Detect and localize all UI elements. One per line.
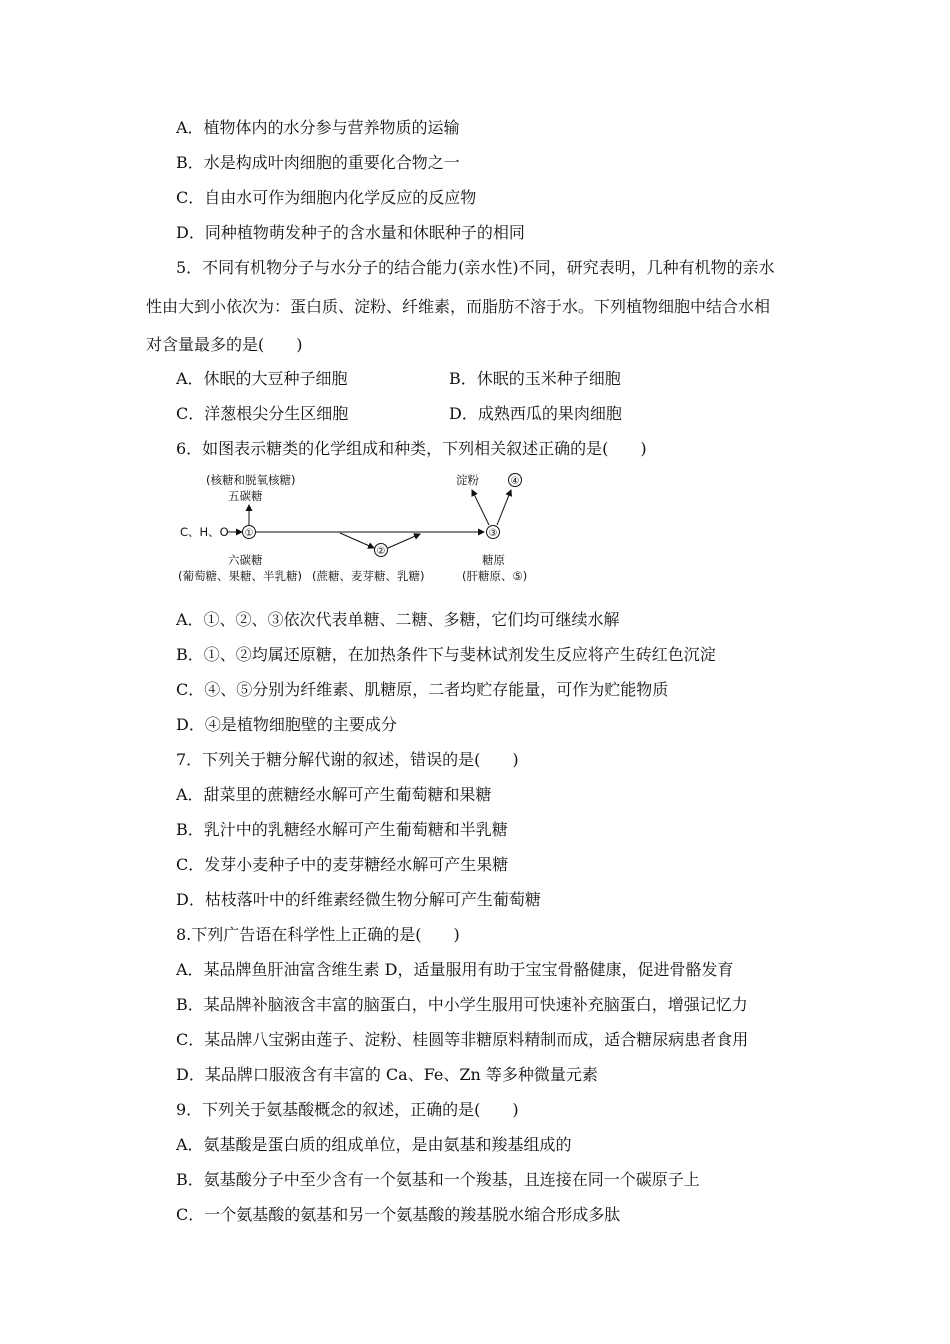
arrow-2-to-3 <box>388 534 420 548</box>
q7-option-c: C．发芽小麦种子中的麦芽糖经水解可产生果糖 <box>176 855 509 874</box>
q7-stem: 7．下列关于糖分解代谢的叙述，错误的是( ) <box>176 750 519 769</box>
q7-option-a: A．甜菜里的蔗糖经水解可产生葡萄糖和果糖 <box>176 785 492 804</box>
q6-option-d: D．④是植物细胞壁的主要成分 <box>176 715 397 734</box>
q9-option-a: A．氨基酸是蛋白质的组成单位，是由氨基和羧基组成的 <box>176 1135 572 1154</box>
q5-option-b: B．休眠的玉米种子细胞 <box>449 369 621 388</box>
q7-option-b: B．乳汁中的乳糖经水解可产生葡萄糖和半乳糖 <box>176 820 508 839</box>
q9-option-c: C．一个氨基酸的氨基和另一个氨基酸的羧基脱水缩合形成多肽 <box>176 1205 621 1224</box>
glycogen-note: (肝糖原、⑤) <box>462 569 528 583</box>
q8-option-a: A．某品牌鱼肝油富含维生素 D，适量服用有助于宝宝骨骼健康，促进骨骼发育 <box>176 960 734 979</box>
q4-option-d: D．同种植物萌发种子的含水量和休眠种子的相同 <box>176 223 525 242</box>
element-input: C、H、O <box>180 525 229 539</box>
starch-label: 淀粉 <box>456 473 479 487</box>
glycogen-label: 糖原 <box>482 553 505 567</box>
pentose-label: 五碳糖 <box>228 489 263 503</box>
arrow-3-to-4 <box>497 490 511 525</box>
q5-stem-line2: 性由大到小依次为：蛋白质、淀粉、纤维素，而脂肪不溶于水。下列植物细胞中结合水相 <box>146 297 771 316</box>
q5-option-d: D．成熟西瓜的果肉细胞 <box>449 404 622 423</box>
q5-stem-line3: 对含量最多的是( ) <box>146 335 303 354</box>
q4-option-c: C．自由水可作为细胞内化学反应的反应物 <box>176 188 477 207</box>
node-2-label: ② <box>376 546 386 557</box>
hexose-note: (葡萄糖、果糖、半乳糖) <box>178 569 302 583</box>
q5-option-a: A．休眠的大豆种子细胞 <box>176 369 348 388</box>
q8-option-b: B．某品牌补脑液含丰富的脑蛋白，中小学生服用可快速补充脑蛋白，增强记忆力 <box>176 995 748 1014</box>
q9-option-b: B．氨基酸分子中至少含有一个氨基和一个羧基，且连接在同一个碳原子上 <box>176 1170 700 1189</box>
q9-stem: 9．下列关于氨基酸概念的叙述，正确的是( ) <box>176 1100 519 1119</box>
arrow-3-to-starch <box>472 490 489 525</box>
q4-option-a: A．植物体内的水分参与营养物质的运输 <box>176 118 460 137</box>
node-3-label: ③ <box>488 528 498 539</box>
q4-option-b: B．水是构成叶肉细胞的重要化合物之一 <box>176 153 460 172</box>
q5-option-c: C．洋葱根尖分生区细胞 <box>176 404 349 423</box>
arrow-1-to-2 <box>340 533 374 548</box>
q7-option-d: D．枯枝落叶中的纤维素经微生物分解可产生葡萄糖 <box>176 890 541 909</box>
hexose-label: 六碳糖 <box>228 553 263 567</box>
node-1-label: ① <box>244 528 254 539</box>
sugar-classification-diagram <box>170 468 550 588</box>
disaccharide-note: (蔗糖、麦芽糖、乳糖) <box>312 569 425 583</box>
pentose-note: (核糖和脱氧核糖) <box>206 473 296 487</box>
q6-stem: 6．如图表示糖类的化学组成和种类，下列相关叙述正确的是( ) <box>176 439 647 458</box>
node-4-label: ④ <box>510 476 520 487</box>
q5-stem-line1: 5．不同有机物分子与水分子的结合能力(亲水性)不同，研究表明，几种有机物的亲水 <box>176 258 775 277</box>
q6-option-b: B．①、②均属还原糖，在加热条件下与斐林试剂发生反应将产生砖红色沉淀 <box>176 645 716 664</box>
q6-option-c: C．④、⑤分别为纤维素、肌糖原，二者均贮存能量，可作为贮能物质 <box>176 680 669 699</box>
q8-option-c: C．某品牌八宝粥由莲子、淀粉、桂圆等非糖原料精制而成，适合糖尿病患者食用 <box>176 1030 749 1049</box>
q6-option-a: A．①、②、③依次代表单糖、二糖、多糖，它们均可继续水解 <box>176 610 620 629</box>
q8-option-d: D．某品牌口服液含有丰富的 Ca、Fe、Zn 等多种微量元素 <box>176 1065 598 1084</box>
q8-stem: 8.下列广告语在科学性上正确的是( ) <box>176 925 460 944</box>
